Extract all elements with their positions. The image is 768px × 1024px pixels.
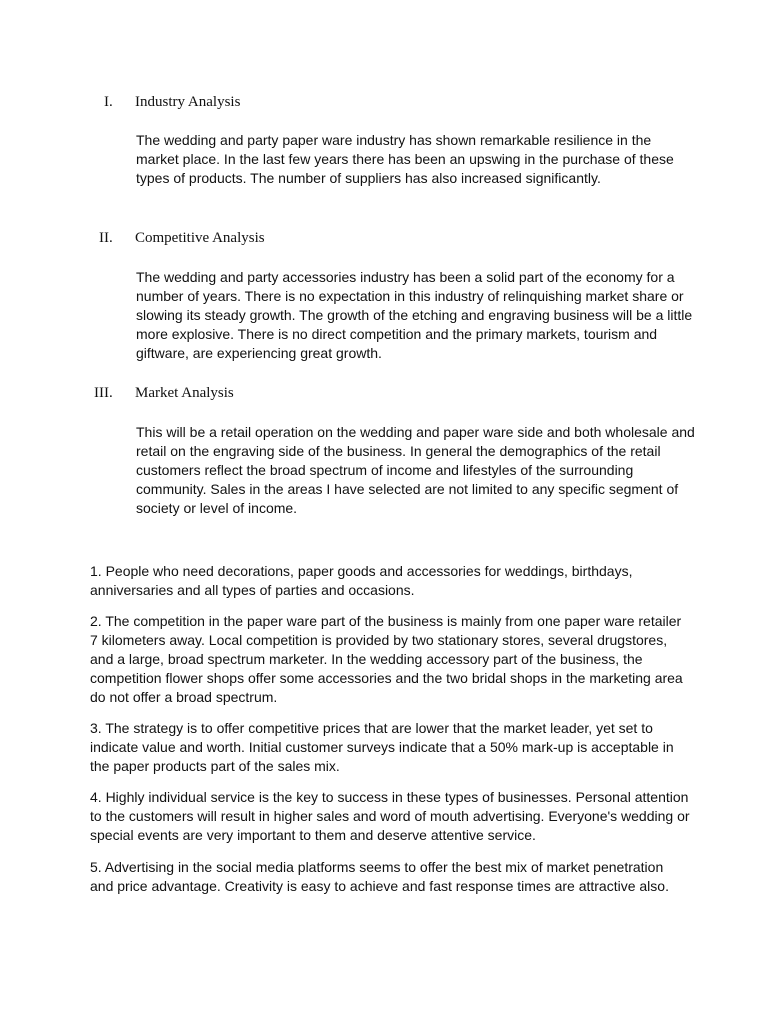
section-numeral: II. — [99, 230, 113, 246]
section-heading: Market Analysis — [135, 385, 234, 401]
section-paragraph: The wedding and party accessories industry has been a solid part of the economy for a number of years. There is no expectation in this industry of relinquishing market share or slowing its steady growth. The growth of the etching and engraving business will be a little more explosive. There is no direct competition and the primary markets, tourism and giftware, are experiencing great growth. — [136, 269, 693, 361]
section-numeral: I. — [104, 94, 113, 110]
section-paragraph: This will be a retail operation on the wedding and paper ware side and both wholesale and retail on the engraving side of the business. In general the demographics of the retail customers reflect the broad spectrum of income and lifestyles of the surrounding community. Sales in the areas I have selected are not limited to any specific segment of society or level of income. — [136, 424, 695, 516]
list-item: 1. People who need decorations, paper goods and accessories for weddings, birthdays, anniversaries and all types of parties and occasions. — [90, 563, 633, 598]
section-heading: Industry Analysis — [135, 94, 241, 110]
list-item: 3. The strategy is to offer competitive prices that are lower that the market leader, yet set to indicate value and worth. Initial customer surveys indicate that a 50% mark-up is acceptable in the paper products part of the sales mix. — [90, 720, 674, 774]
list-item: 5. Advertising in the social media platforms seems to offer the best mix of market penetration and price advantage. Creativity is easy to achieve and fast response times are attractive also. — [90, 859, 669, 894]
list-item: 4. Highly individual service is the key to success in these types of businesses. Personal attention to the customers will result in higher sales and word of mouth advertising. Everyone's wedding or special events are very important to them and deserve attentive service. — [90, 789, 690, 843]
section-numeral: III. — [94, 385, 113, 401]
section-paragraph: The wedding and party paper ware industry has shown remarkable resilience in the market place. In the last few years there has been an upswing in the purchase of these types of products. The number of suppliers has also increased significantly. — [136, 132, 674, 186]
list-item: 2. The competition in the paper ware part of the business is mainly from one paper ware retailer 7 kilometers away. Local competition is provided by two stationary stores, several drugstores, and a large, broad spectrum marketer. In the wedding accessory part of the business, the competition flower shops offer some accessories and the two bridal shops in the marketing area do not offer a broad spectrum. — [90, 613, 683, 705]
section-heading: Competitive Analysis — [135, 230, 265, 246]
